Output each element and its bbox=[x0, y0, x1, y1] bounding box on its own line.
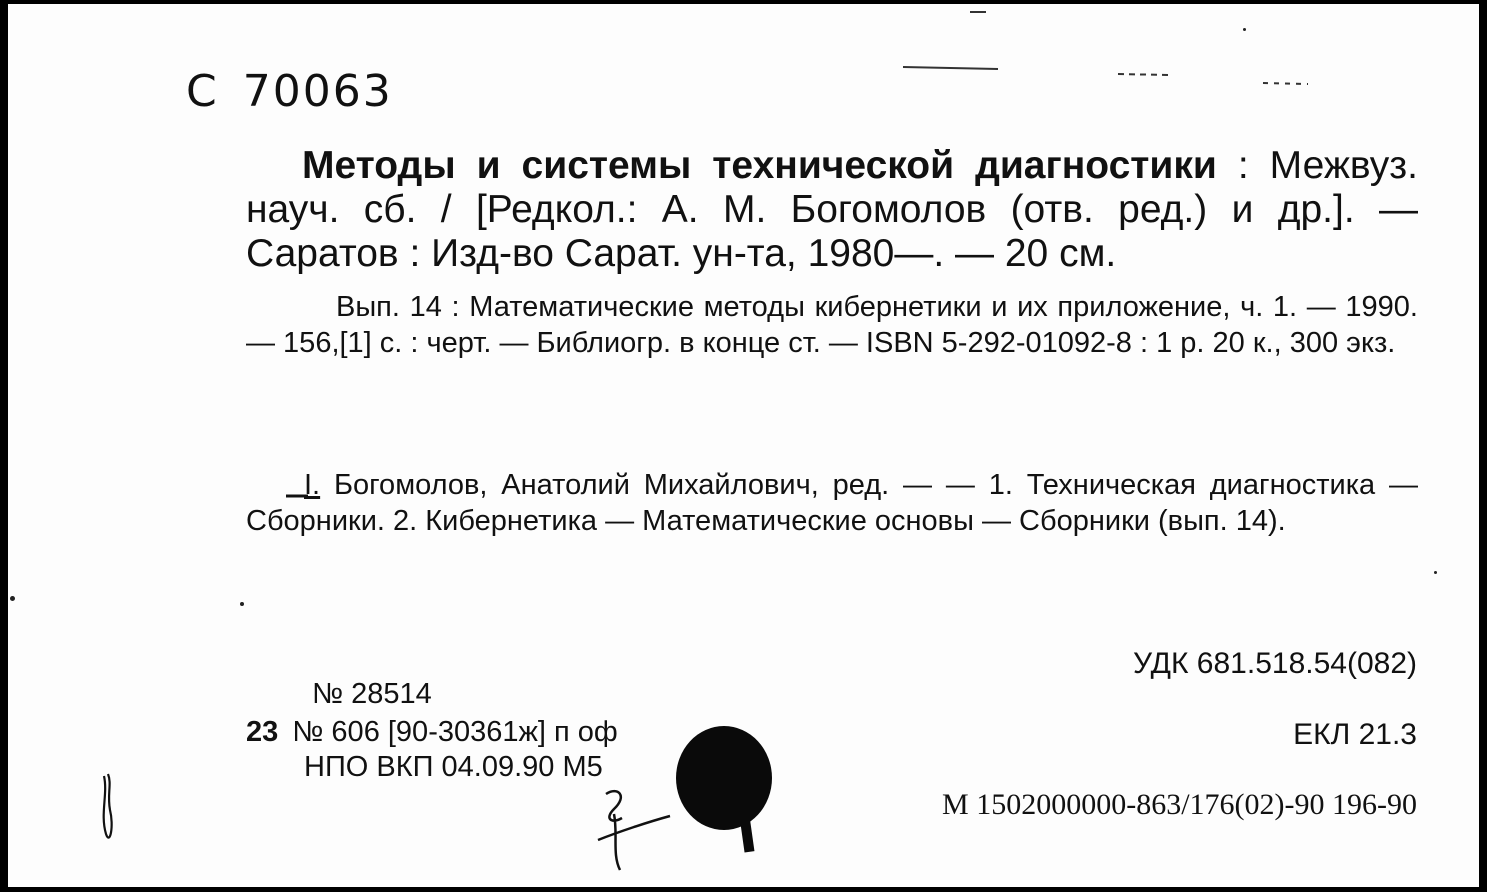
speck bbox=[240, 602, 244, 606]
npo-line: НПО ВКП 04.09.90 М5 bbox=[304, 751, 603, 783]
ekl-code: ЕКЛ 21.3 bbox=[1293, 718, 1417, 751]
signature-mark bbox=[598, 791, 670, 870]
handwritten-marks bbox=[8, 4, 1479, 887]
book-title: Методы и системы технической диагностики bbox=[302, 144, 1217, 187]
publication-details: : Межвуз. науч. сб. / [Редкол.: А. М. Богомолов (отв. ред.) и др.]. — Саратов : Изд-во Сарат. ун-та, 1980—. — 20 см. bbox=[246, 144, 1418, 275]
margin-scribble bbox=[104, 774, 112, 838]
speck bbox=[1243, 28, 1246, 31]
speck bbox=[1434, 571, 1437, 574]
order-lead: 23 bbox=[246, 716, 279, 748]
top-dash-2 bbox=[1118, 74, 1168, 75]
udk-code: УДК 681.518.54(082) bbox=[1132, 647, 1417, 680]
tracing-number: I. bbox=[304, 469, 321, 501]
volume-description: Вып. 14 : Математические методы кибернетики и их приложение, ч. 1. — 1990. — 156,[1] с. : черт. — Библиогр. в конце ст. — ISBN 5-292-01092-8 : 1 р. 20 к., 300 экз. bbox=[246, 291, 1418, 359]
order-text: № 606 [90-30361ж] п оф bbox=[292, 716, 618, 748]
tracing-text: Богомолов, Анатолий Михайлович, ред. — — 1. Техническая диагностика — Сборники. 2. Кибернетика — Математические основы — Сборники (вып. 14). bbox=[246, 469, 1418, 537]
call-number-prefix: C bbox=[186, 66, 219, 117]
top-dash-1 bbox=[903, 67, 998, 69]
top-dash-3 bbox=[1263, 83, 1308, 84]
speck bbox=[10, 596, 15, 601]
record-number: № 28514 bbox=[312, 678, 432, 710]
call-number-value: 70063 bbox=[242, 66, 393, 117]
classification-code: М 1502000000-863/176(02)-90 196-90 bbox=[942, 788, 1417, 821]
catalog-card bbox=[8, 4, 1479, 887]
